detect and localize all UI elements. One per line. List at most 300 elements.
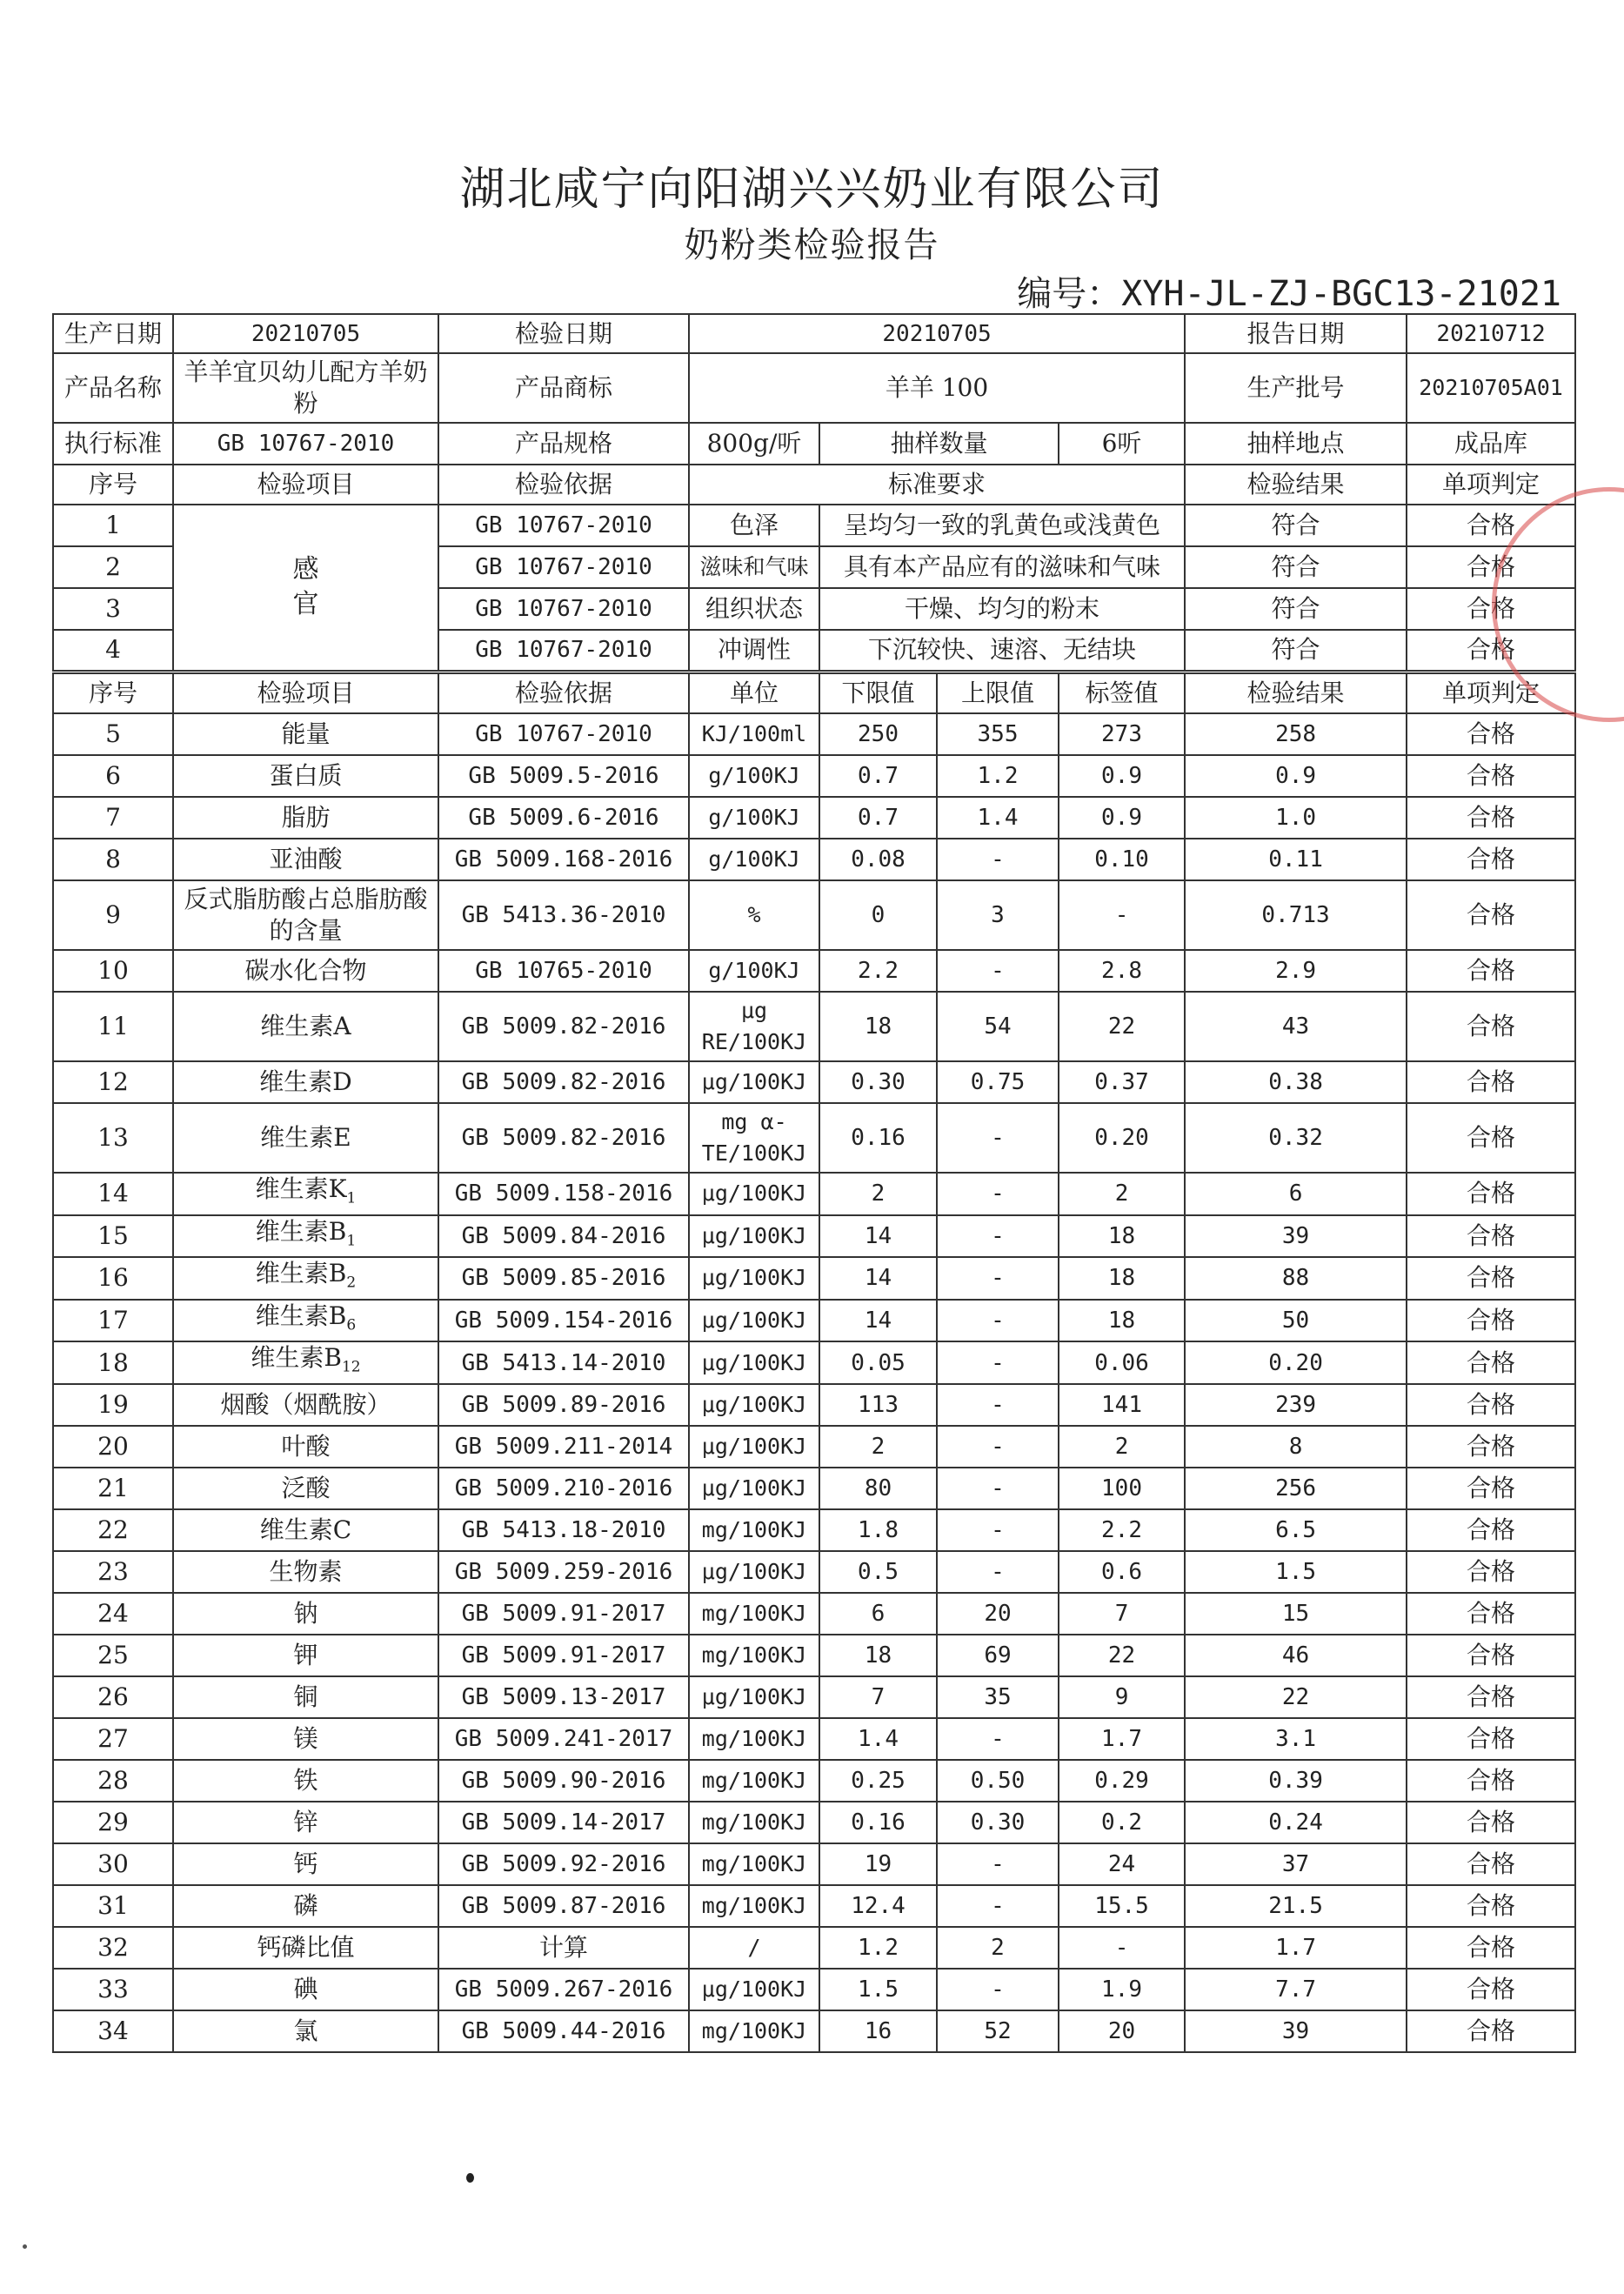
row-item bbox=[173, 1384, 438, 1426]
row-no: 21 bbox=[53, 1468, 173, 1509]
nutrient-row bbox=[53, 1551, 1575, 1593]
row-upper: - bbox=[937, 1257, 1059, 1300]
nutrient-row bbox=[53, 1509, 1575, 1551]
row-result: 6 bbox=[1185, 1173, 1407, 1215]
row-no: 15 bbox=[53, 1215, 173, 1258]
row-label: 24 bbox=[1059, 1843, 1185, 1885]
row-item bbox=[173, 1635, 438, 1676]
col-header-judgement: 单项判定 bbox=[1407, 465, 1575, 505]
row-lower: 2 bbox=[819, 1173, 937, 1215]
row-no: 18 bbox=[53, 1341, 173, 1384]
row-upper: - bbox=[937, 1341, 1059, 1384]
spec-value: 800g/听 bbox=[689, 423, 819, 465]
row-item bbox=[173, 2010, 438, 2052]
row-item-text: 维生素B bbox=[255, 1259, 347, 1288]
batch-value: 20210705A01 bbox=[1407, 353, 1575, 423]
row-item-subscript: 1 bbox=[346, 1189, 357, 1207]
row-lower: 12.4 bbox=[819, 1885, 937, 1927]
row-result: 6.5 bbox=[1185, 1509, 1407, 1551]
row-unit: KJ/100ml bbox=[689, 713, 819, 755]
row-basis: GB 5413.14-2010 bbox=[438, 1341, 689, 1384]
row-upper: - bbox=[937, 1173, 1059, 1215]
row-item-text: 维生素B bbox=[255, 1301, 347, 1330]
row-basis: GB 5009.154-2016 bbox=[438, 1300, 689, 1342]
row-judgement: 合格 bbox=[1407, 1426, 1575, 1468]
nutrient-row bbox=[53, 1468, 1575, 1509]
nutrient-row bbox=[53, 1635, 1575, 1676]
row-lower: 0.7 bbox=[819, 755, 937, 797]
row-result: 0.39 bbox=[1185, 1760, 1407, 1802]
row-label: 2.2 bbox=[1059, 1509, 1185, 1551]
row-upper: 0.30 bbox=[937, 1802, 1059, 1843]
row-no: 14 bbox=[53, 1173, 173, 1215]
nutrient-row bbox=[53, 1927, 1575, 1969]
brand-label: 产品商标 bbox=[438, 353, 689, 423]
row-judgement: 合格 bbox=[1407, 880, 1575, 950]
nutrient-row bbox=[53, 2010, 1575, 2052]
row-no: 16 bbox=[53, 1257, 173, 1300]
row-judgement: 合格 bbox=[1407, 950, 1575, 992]
row-result: 21.5 bbox=[1185, 1885, 1407, 1927]
row-lower: 1.2 bbox=[819, 1927, 937, 1969]
sample-qty-value: 6听 bbox=[1059, 423, 1185, 465]
row-no: 28 bbox=[53, 1760, 173, 1802]
test-date-value: 20210705 bbox=[689, 314, 1185, 353]
row-lower: 0.25 bbox=[819, 1760, 937, 1802]
row-basis: GB 5009.13-2017 bbox=[438, 1676, 689, 1718]
row-lower: 0.7 bbox=[819, 797, 937, 839]
row-unit: μg/100KJ bbox=[689, 1341, 819, 1384]
nutrient-row bbox=[53, 755, 1575, 797]
row-upper: 0.50 bbox=[937, 1760, 1059, 1802]
nutrient-row bbox=[53, 992, 1575, 1061]
row-item bbox=[173, 1103, 438, 1173]
row-no: 10 bbox=[53, 950, 173, 992]
row-no: 23 bbox=[53, 1551, 173, 1593]
row-unit: μg/100KJ bbox=[689, 1551, 819, 1593]
nutrient-row bbox=[53, 1593, 1575, 1635]
row-basis: GB 5009.210-2016 bbox=[438, 1468, 689, 1509]
sample-qty-label: 抽样数量 bbox=[819, 423, 1059, 465]
nutrient-row bbox=[53, 950, 1575, 992]
row-item-text: 钠 bbox=[293, 1598, 318, 1628]
row-requirement: 具有本产品应有的滋味和气味 bbox=[819, 546, 1185, 588]
row-judgement: 合格 bbox=[1407, 1885, 1575, 1927]
row-label: 100 bbox=[1059, 1468, 1185, 1509]
row-result: 1.7 bbox=[1185, 1927, 1407, 1969]
row-item bbox=[173, 1969, 438, 2010]
nutrient-row bbox=[53, 713, 1575, 755]
row-lower: 0 bbox=[819, 880, 937, 950]
nutrient-row bbox=[53, 1061, 1575, 1103]
row-attr: 色泽 bbox=[689, 505, 819, 546]
row-judgement: 合格 bbox=[1407, 2010, 1575, 2052]
row-no: 8 bbox=[53, 839, 173, 880]
row-label: 2 bbox=[1059, 1426, 1185, 1468]
row-item bbox=[173, 1257, 438, 1300]
row-item-subscript: 12 bbox=[341, 1358, 361, 1376]
row-upper: - bbox=[937, 1215, 1059, 1258]
row-item bbox=[173, 713, 438, 755]
col-header-label: 标签值 bbox=[1059, 672, 1185, 713]
row-item-text: 铜 bbox=[293, 1682, 318, 1711]
row-item-text: 维生素B bbox=[251, 1343, 342, 1373]
batch-label: 生产批号 bbox=[1185, 353, 1407, 423]
row-requirement: 呈均匀一致的乳黄色或浅黄色 bbox=[819, 505, 1185, 546]
row-unit: % bbox=[689, 880, 819, 950]
row-unit: mg/100KJ bbox=[689, 1718, 819, 1760]
row-no: 26 bbox=[53, 1676, 173, 1718]
row-item bbox=[173, 1676, 438, 1718]
standard-label: 执行标准 bbox=[53, 423, 173, 465]
row-item-text: 维生素C bbox=[259, 1515, 352, 1544]
row-result: 0.20 bbox=[1185, 1341, 1407, 1384]
row-basis: GB 5009.241-2017 bbox=[438, 1718, 689, 1760]
row-basis: GB 5009.90-2016 bbox=[438, 1760, 689, 1802]
row-result: 0.38 bbox=[1185, 1061, 1407, 1103]
row-unit: mg/100KJ bbox=[689, 1802, 819, 1843]
row-item bbox=[173, 1551, 438, 1593]
row-lower: 18 bbox=[819, 1635, 937, 1676]
col-header-result: 检验结果 bbox=[1185, 672, 1407, 713]
row-label: 7 bbox=[1059, 1593, 1185, 1635]
row-item-text: 叶酸 bbox=[281, 1431, 331, 1461]
col-header-judgement: 单项判定 bbox=[1407, 672, 1575, 713]
row-label: 0.9 bbox=[1059, 755, 1185, 797]
row-item bbox=[173, 1802, 438, 1843]
row-item-subscript: 2 bbox=[346, 1274, 357, 1292]
row-requirement: 下沉较快、速溶、无结块 bbox=[819, 630, 1185, 672]
row-no: 13 bbox=[53, 1103, 173, 1173]
row-attr: 冲调性 bbox=[689, 630, 819, 672]
row-item-text: 氯 bbox=[293, 2016, 318, 2045]
row-upper: - bbox=[937, 950, 1059, 992]
nutrient-row bbox=[53, 1215, 1575, 1258]
row-label: 20 bbox=[1059, 2010, 1185, 2052]
nutrient-row bbox=[53, 1300, 1575, 1342]
row-item-text: 维生素K bbox=[255, 1174, 347, 1203]
row-item-text: 能量 bbox=[281, 719, 331, 748]
row-judgement: 合格 bbox=[1407, 1718, 1575, 1760]
row-basis: GB 5009.259-2016 bbox=[438, 1551, 689, 1593]
row-judgement: 合格 bbox=[1407, 588, 1575, 630]
row-judgement: 合格 bbox=[1407, 1468, 1575, 1509]
row-no: 3 bbox=[53, 588, 173, 630]
row-label: 0.06 bbox=[1059, 1341, 1185, 1384]
row-result: 0.32 bbox=[1185, 1103, 1407, 1173]
col-header-result: 检验结果 bbox=[1185, 465, 1407, 505]
row-unit: mg α-TE/100KJ bbox=[689, 1103, 819, 1173]
row-lower: 0.08 bbox=[819, 839, 937, 880]
row-no: 6 bbox=[53, 755, 173, 797]
row-upper: - bbox=[937, 1300, 1059, 1342]
row-result: 0.24 bbox=[1185, 1802, 1407, 1843]
row-no: 4 bbox=[53, 630, 173, 672]
row-item-text: 碳水化合物 bbox=[244, 956, 367, 985]
row-item bbox=[173, 1341, 438, 1384]
row-basis: 计算 bbox=[438, 1927, 689, 1969]
row-label: 15.5 bbox=[1059, 1885, 1185, 1927]
row-result: 88 bbox=[1185, 1257, 1407, 1300]
row-item-text: 生物素 bbox=[269, 1556, 343, 1586]
row-item-subscript: 1 bbox=[346, 1232, 357, 1250]
row-judgement: 合格 bbox=[1407, 1215, 1575, 1258]
row-lower: 6 bbox=[819, 1593, 937, 1635]
row-label: 22 bbox=[1059, 992, 1185, 1061]
row-unit: μg/100KJ bbox=[689, 1468, 819, 1509]
row-judgement: 合格 bbox=[1407, 1843, 1575, 1885]
row-basis: GB 5009.87-2016 bbox=[438, 1885, 689, 1927]
row-judgement: 合格 bbox=[1407, 1635, 1575, 1676]
row-no: 9 bbox=[53, 880, 173, 950]
row-no: 33 bbox=[53, 1969, 173, 2010]
nutrient-row bbox=[53, 1103, 1575, 1173]
row-upper: 1.2 bbox=[937, 755, 1059, 797]
row-item bbox=[173, 1215, 438, 1258]
row-item-text: 维生素A bbox=[260, 1012, 351, 1040]
row-judgement: 合格 bbox=[1407, 1509, 1575, 1551]
row-item-text: 镁 bbox=[293, 1723, 318, 1753]
row-unit: g/100KJ bbox=[689, 839, 819, 880]
row-item-text: 泛酸 bbox=[281, 1473, 331, 1502]
row-upper: - bbox=[937, 1718, 1059, 1760]
row-basis: GB 5009.44-2016 bbox=[438, 2010, 689, 2052]
row-unit: μg/100KJ bbox=[689, 1300, 819, 1342]
row-upper: - bbox=[937, 839, 1059, 880]
row-unit: μg/100KJ bbox=[689, 1173, 819, 1215]
nutrient-row bbox=[53, 1384, 1575, 1426]
row-label: 0.20 bbox=[1059, 1103, 1185, 1173]
col-header-basis: 检验依据 bbox=[438, 465, 689, 505]
nutrient-row bbox=[53, 1885, 1575, 1927]
row-result: 0.9 bbox=[1185, 755, 1407, 797]
row-result: 3.1 bbox=[1185, 1718, 1407, 1760]
row-upper: - bbox=[937, 1843, 1059, 1885]
row-lower: 19 bbox=[819, 1843, 937, 1885]
row-label: 18 bbox=[1059, 1215, 1185, 1258]
col-header-basis: 检验依据 bbox=[438, 672, 689, 713]
row-unit: / bbox=[689, 1927, 819, 1969]
row-result: 39 bbox=[1185, 1215, 1407, 1258]
test-date-label: 检验日期 bbox=[438, 314, 689, 353]
row-item bbox=[173, 992, 438, 1061]
scan-speck bbox=[23, 2244, 27, 2249]
row-label: 0.10 bbox=[1059, 839, 1185, 880]
row-unit: g/100KJ bbox=[689, 755, 819, 797]
row-item-text: 锌 bbox=[293, 1807, 318, 1836]
row-unit: mg/100KJ bbox=[689, 1843, 819, 1885]
row-item-text: 磷 bbox=[293, 1890, 318, 1920]
row-judgement: 合格 bbox=[1407, 1593, 1575, 1635]
row-item bbox=[173, 1173, 438, 1215]
row-result: 1.0 bbox=[1185, 797, 1407, 839]
report-date-label: 报告日期 bbox=[1185, 314, 1407, 353]
row-no: 19 bbox=[53, 1384, 173, 1426]
row-result: 22 bbox=[1185, 1676, 1407, 1718]
row-basis: GB 5009.168-2016 bbox=[438, 839, 689, 880]
nutrient-row bbox=[53, 1969, 1575, 2010]
row-basis: GB 5009.82-2016 bbox=[438, 1103, 689, 1173]
report-date-value: 20210712 bbox=[1407, 314, 1575, 353]
prod-date-label: 生产日期 bbox=[53, 314, 173, 353]
header-row-standard bbox=[53, 423, 1575, 465]
header-row-product bbox=[53, 353, 1575, 423]
row-no: 11 bbox=[53, 992, 173, 1061]
row-item-text: 维生素E bbox=[260, 1123, 351, 1152]
row-label: 18 bbox=[1059, 1300, 1185, 1342]
row-result: 39 bbox=[1185, 2010, 1407, 2052]
row-lower: 1.8 bbox=[819, 1509, 937, 1551]
row-judgement: 合格 bbox=[1407, 755, 1575, 797]
row-item bbox=[173, 755, 438, 797]
row-no: 20 bbox=[53, 1426, 173, 1468]
col-header-item: 检验项目 bbox=[173, 465, 438, 505]
report-title: 奶粉类检验报告 bbox=[684, 225, 940, 265]
row-judgement: 合格 bbox=[1407, 630, 1575, 672]
row-basis: GB 10767-2010 bbox=[438, 588, 689, 630]
row-basis: GB 5009.82-2016 bbox=[438, 1061, 689, 1103]
row-unit: mg/100KJ bbox=[689, 1635, 819, 1676]
row-unit: μg/100KJ bbox=[689, 1676, 819, 1718]
row-label: 0.9 bbox=[1059, 797, 1185, 839]
row-judgement: 合格 bbox=[1407, 1103, 1575, 1173]
row-judgement: 合格 bbox=[1407, 1341, 1575, 1384]
row-judgement: 合格 bbox=[1407, 1173, 1575, 1215]
row-result: 符合 bbox=[1185, 630, 1407, 672]
sample-loc-value: 成品库 bbox=[1407, 423, 1575, 465]
row-item-text: 蛋白质 bbox=[269, 761, 343, 790]
row-unit: μg/100KJ bbox=[689, 1215, 819, 1258]
row-upper: - bbox=[937, 1384, 1059, 1426]
col-header-lower: 下限值 bbox=[819, 672, 937, 713]
prod-date-value: 20210705 bbox=[173, 314, 438, 353]
row-basis: GB 10767-2010 bbox=[438, 505, 689, 546]
row-item-text: 维生素D bbox=[259, 1067, 352, 1096]
document-number-label: 编号： bbox=[1017, 274, 1122, 314]
row-basis: GB 5009.5-2016 bbox=[438, 755, 689, 797]
row-item-text: 烟酸（烟酰胺） bbox=[220, 1389, 391, 1419]
row-judgement: 合格 bbox=[1407, 1300, 1575, 1342]
brand-value: 羊羊 100 bbox=[689, 353, 1185, 423]
row-no: 2 bbox=[53, 546, 173, 588]
nutrient-row bbox=[53, 1257, 1575, 1300]
row-basis: GB 5009.211-2014 bbox=[438, 1426, 689, 1468]
nutrient-row bbox=[53, 1802, 1575, 1843]
row-lower: 0.5 bbox=[819, 1551, 937, 1593]
row-judgement: 合格 bbox=[1407, 839, 1575, 880]
row-result: 256 bbox=[1185, 1468, 1407, 1509]
row-result: 0.713 bbox=[1185, 880, 1407, 950]
row-lower: 14 bbox=[819, 1257, 937, 1300]
row-unit: mg/100KJ bbox=[689, 1509, 819, 1551]
row-unit: μg RE/100KJ bbox=[689, 992, 819, 1061]
row-unit: mg/100KJ bbox=[689, 1593, 819, 1635]
spec-label: 产品规格 bbox=[438, 423, 689, 465]
col-header-unit: 单位 bbox=[689, 672, 819, 713]
row-result: 2.9 bbox=[1185, 950, 1407, 992]
row-upper: 1.4 bbox=[937, 797, 1059, 839]
row-result: 符合 bbox=[1185, 546, 1407, 588]
row-judgement: 合格 bbox=[1407, 1257, 1575, 1300]
nutrient-row bbox=[53, 1173, 1575, 1215]
row-judgement: 合格 bbox=[1407, 546, 1575, 588]
row-label: 2 bbox=[1059, 1173, 1185, 1215]
row-no: 1 bbox=[53, 505, 173, 546]
nutrient-row bbox=[53, 1760, 1575, 1802]
row-basis: GB 5009.91-2017 bbox=[438, 1593, 689, 1635]
row-no: 27 bbox=[53, 1718, 173, 1760]
row-judgement: 合格 bbox=[1407, 713, 1575, 755]
row-upper: - bbox=[937, 1885, 1059, 1927]
row-lower: 18 bbox=[819, 992, 937, 1061]
row-result: 7.7 bbox=[1185, 1969, 1407, 2010]
nutrient-row bbox=[53, 1426, 1575, 1468]
row-no: 30 bbox=[53, 1843, 173, 1885]
row-item bbox=[173, 1593, 438, 1635]
row-requirement: 干燥、均匀的粉末 bbox=[819, 588, 1185, 630]
sensory-group-text: 感官 bbox=[292, 554, 319, 620]
header-row-dates bbox=[53, 314, 1575, 353]
row-upper: 355 bbox=[937, 713, 1059, 755]
row-unit: mg/100KJ bbox=[689, 1760, 819, 1802]
row-result: 43 bbox=[1185, 992, 1407, 1061]
row-item-text: 碘 bbox=[293, 1974, 318, 2003]
row-label: 1.9 bbox=[1059, 1969, 1185, 2010]
row-result: 258 bbox=[1185, 713, 1407, 755]
row-lower: 1.5 bbox=[819, 1969, 937, 2010]
row-no: 31 bbox=[53, 1885, 173, 1927]
row-no: 5 bbox=[53, 713, 173, 755]
row-lower: 2 bbox=[819, 1426, 937, 1468]
row-label: 1.7 bbox=[1059, 1718, 1185, 1760]
row-upper: 0.75 bbox=[937, 1061, 1059, 1103]
row-item bbox=[173, 1843, 438, 1885]
row-judgement: 合格 bbox=[1407, 1384, 1575, 1426]
row-upper: 20 bbox=[937, 1593, 1059, 1635]
row-result: 46 bbox=[1185, 1635, 1407, 1676]
row-label: 141 bbox=[1059, 1384, 1185, 1426]
row-item bbox=[173, 1061, 438, 1103]
row-basis: GB 5413.18-2010 bbox=[438, 1509, 689, 1551]
nutrient-row bbox=[53, 1843, 1575, 1885]
company-title: 湖北咸宁向阳湖兴兴奶业有限公司 bbox=[459, 164, 1165, 216]
row-attr: 滋味和气味 bbox=[689, 546, 819, 588]
document-number bbox=[1017, 266, 1561, 316]
row-item-text: 铁 bbox=[293, 1765, 318, 1795]
document-number-value: XYH-JL-ZJ-BGC13-21021 bbox=[1121, 274, 1561, 314]
row-result: 50 bbox=[1185, 1300, 1407, 1342]
row-upper: - bbox=[937, 1426, 1059, 1468]
row-label: 0.6 bbox=[1059, 1551, 1185, 1593]
row-lower: 16 bbox=[819, 2010, 937, 2052]
row-lower: 250 bbox=[819, 713, 937, 755]
row-judgement: 合格 bbox=[1407, 1760, 1575, 1802]
row-unit: μg/100KJ bbox=[689, 1257, 819, 1300]
row-unit: g/100KJ bbox=[689, 950, 819, 992]
row-upper: 2 bbox=[937, 1927, 1059, 1969]
product-name-label: 产品名称 bbox=[53, 353, 173, 423]
row-label: 273 bbox=[1059, 713, 1185, 755]
row-basis: GB 5009.6-2016 bbox=[438, 797, 689, 839]
row-item bbox=[173, 839, 438, 880]
row-item bbox=[173, 797, 438, 839]
row-basis: GB 10765-2010 bbox=[438, 950, 689, 992]
row-label: - bbox=[1059, 1927, 1185, 1969]
row-upper: - bbox=[937, 1468, 1059, 1509]
nutrient-header-row bbox=[53, 672, 1575, 713]
sensory-group-label bbox=[173, 505, 438, 672]
row-unit: mg/100KJ bbox=[689, 1885, 819, 1927]
